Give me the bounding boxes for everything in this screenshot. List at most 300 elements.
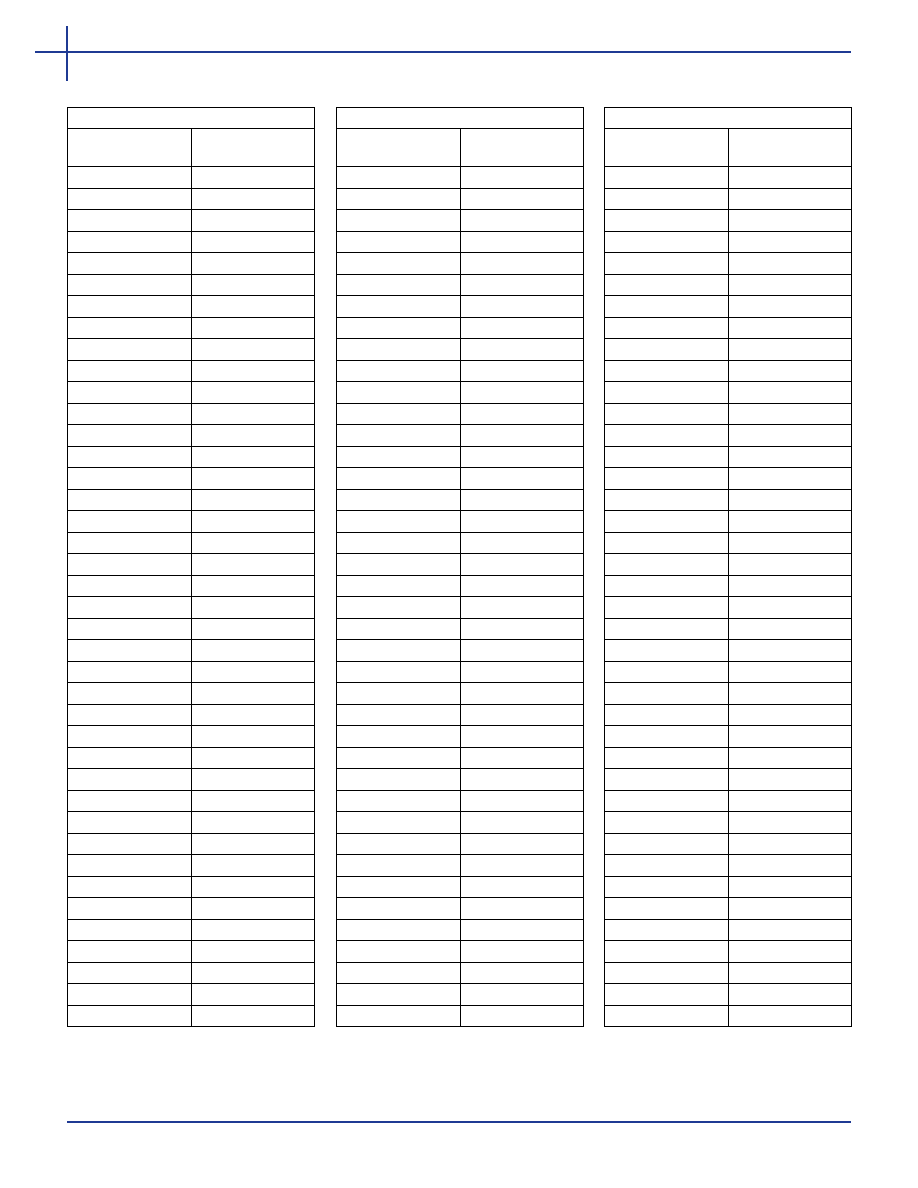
table-cell — [191, 812, 315, 834]
table-cell — [605, 339, 729, 361]
table-cell — [191, 661, 315, 683]
table-cell — [728, 984, 852, 1006]
table-cell — [605, 704, 729, 726]
table-cell — [728, 618, 852, 640]
table-row — [337, 1005, 584, 1027]
table-row — [605, 769, 852, 791]
column-header-2 — [191, 129, 315, 167]
table-cell — [605, 489, 729, 511]
table-row — [68, 661, 315, 683]
table-cell — [728, 962, 852, 984]
table-cell — [191, 253, 315, 275]
table-cell — [728, 876, 852, 898]
table-cell — [460, 468, 584, 490]
table-row — [337, 511, 584, 533]
table-cell — [337, 726, 461, 748]
table-row — [68, 790, 315, 812]
table-cell — [605, 855, 729, 877]
table-row — [605, 188, 852, 210]
table-cell — [191, 532, 315, 554]
table-row — [337, 403, 584, 425]
table-cell — [68, 446, 192, 468]
table-row — [337, 833, 584, 855]
table-cell — [605, 188, 729, 210]
table-cell — [605, 962, 729, 984]
table-cell — [728, 382, 852, 404]
table-row — [337, 231, 584, 253]
table-cell — [191, 919, 315, 941]
table-cell — [337, 597, 461, 619]
table-cell — [337, 188, 461, 210]
table-row — [337, 640, 584, 662]
table-cell — [605, 360, 729, 382]
blank-table-3 — [604, 107, 852, 1027]
table-row — [605, 231, 852, 253]
table-cell — [728, 296, 852, 318]
table-cell — [68, 962, 192, 984]
table-row — [605, 597, 852, 619]
table-row — [68, 167, 315, 189]
table-cell — [605, 511, 729, 533]
table-cell — [337, 532, 461, 554]
table-cell — [337, 511, 461, 533]
table-cell — [337, 898, 461, 920]
table-cell — [460, 747, 584, 769]
table-cell — [68, 704, 192, 726]
column-header-1 — [337, 129, 461, 167]
table-cell — [728, 597, 852, 619]
table-cell — [191, 769, 315, 791]
table-cell — [191, 231, 315, 253]
table-cell — [191, 403, 315, 425]
table-row — [605, 360, 852, 382]
table-cell — [460, 446, 584, 468]
table-cell — [337, 919, 461, 941]
table-cell — [191, 962, 315, 984]
table-row — [68, 855, 315, 877]
table-cell — [68, 683, 192, 705]
table-row — [68, 919, 315, 941]
table-row — [337, 898, 584, 920]
table-row — [68, 317, 315, 339]
table-cell — [605, 446, 729, 468]
table-cell — [68, 554, 192, 576]
table-row — [605, 898, 852, 920]
table-row — [68, 575, 315, 597]
table-cell — [605, 984, 729, 1006]
table-row — [68, 640, 315, 662]
table-row — [605, 468, 852, 490]
table-cell — [728, 188, 852, 210]
table-row — [68, 683, 315, 705]
table-cell — [337, 1005, 461, 1027]
table-row — [68, 554, 315, 576]
table-row — [605, 855, 852, 877]
table-cell — [337, 317, 461, 339]
table-cell — [728, 769, 852, 791]
table-cell — [191, 446, 315, 468]
table-cell — [460, 382, 584, 404]
table-cell — [460, 597, 584, 619]
table-cell — [337, 274, 461, 296]
table-cell — [460, 532, 584, 554]
table-row — [337, 210, 584, 232]
table-cell — [605, 317, 729, 339]
table-row — [605, 274, 852, 296]
table-cell — [460, 726, 584, 748]
table-cell — [337, 489, 461, 511]
table-cell — [68, 640, 192, 662]
table-row — [605, 339, 852, 361]
table-row — [337, 188, 584, 210]
table-cell — [191, 683, 315, 705]
table-cell — [605, 941, 729, 963]
table-cell — [728, 747, 852, 769]
table-cell — [337, 790, 461, 812]
table-row — [605, 812, 852, 834]
table-row — [337, 683, 584, 705]
table-cell — [68, 984, 192, 1006]
table-cell — [68, 898, 192, 920]
table-cell — [68, 382, 192, 404]
table-cell — [460, 253, 584, 275]
table-cell — [728, 575, 852, 597]
table-cell — [68, 597, 192, 619]
table-cell — [605, 274, 729, 296]
table-cell — [605, 425, 729, 447]
table-row — [68, 253, 315, 275]
table-cell — [68, 511, 192, 533]
table-cell — [460, 704, 584, 726]
table-cell — [191, 382, 315, 404]
table-cell — [605, 661, 729, 683]
table-cell — [68, 532, 192, 554]
table-row — [68, 941, 315, 963]
table-cell — [337, 554, 461, 576]
table-cell — [605, 575, 729, 597]
table-cell — [337, 425, 461, 447]
table-row — [337, 876, 584, 898]
table-row — [605, 446, 852, 468]
table-cell — [460, 575, 584, 597]
table-cell — [191, 941, 315, 963]
table-cell — [460, 812, 584, 834]
table-row — [605, 919, 852, 941]
table-cell — [605, 210, 729, 232]
table-cell — [728, 898, 852, 920]
table-row — [605, 382, 852, 404]
table-cell — [191, 747, 315, 769]
table-row — [337, 597, 584, 619]
table-cell — [68, 403, 192, 425]
table-cell — [728, 833, 852, 855]
table-cell — [605, 1005, 729, 1027]
table-cell — [337, 833, 461, 855]
blank-table-1 — [67, 107, 315, 1027]
table-cell — [728, 1005, 852, 1027]
table-cell — [337, 382, 461, 404]
table-row — [337, 167, 584, 189]
table-cell — [728, 661, 852, 683]
table-cell — [605, 747, 729, 769]
table-title — [605, 108, 852, 129]
table-cell — [605, 833, 729, 855]
table-row — [605, 296, 852, 318]
table-cell — [605, 919, 729, 941]
table-cell — [728, 360, 852, 382]
table-row — [68, 704, 315, 726]
table-cell — [460, 876, 584, 898]
table-cell — [460, 790, 584, 812]
table-row — [605, 554, 852, 576]
table-cell — [728, 941, 852, 963]
table-row — [68, 812, 315, 834]
table-cell — [191, 511, 315, 533]
table-row — [605, 984, 852, 1006]
table-row — [337, 984, 584, 1006]
table-row — [337, 769, 584, 791]
table-cell — [460, 661, 584, 683]
table-row — [337, 855, 584, 877]
table-cell — [460, 167, 584, 189]
table-cell — [191, 360, 315, 382]
table-cell — [191, 425, 315, 447]
table-cell — [337, 618, 461, 640]
table-cell — [460, 683, 584, 705]
table-cell — [605, 532, 729, 554]
table-cell — [337, 468, 461, 490]
table-row — [605, 1005, 852, 1027]
table-cell — [728, 274, 852, 296]
table-cell — [728, 919, 852, 941]
table-cell — [728, 167, 852, 189]
table-cell — [460, 554, 584, 576]
table-cell — [728, 790, 852, 812]
table-row — [68, 984, 315, 1006]
table-cell — [337, 575, 461, 597]
table-cell — [337, 683, 461, 705]
table-row — [337, 317, 584, 339]
header-rule — [35, 51, 851, 53]
table-row — [337, 532, 584, 554]
table-cell — [68, 188, 192, 210]
table-cell — [728, 532, 852, 554]
table-cell — [460, 188, 584, 210]
table-cell — [191, 339, 315, 361]
table-row — [68, 210, 315, 232]
table-cell — [191, 790, 315, 812]
table-cell — [191, 489, 315, 511]
table-cell — [605, 618, 729, 640]
table-title — [68, 108, 315, 129]
table-row — [605, 790, 852, 812]
table-cell — [460, 296, 584, 318]
table-cell — [460, 274, 584, 296]
table-row — [605, 489, 852, 511]
table-row — [68, 188, 315, 210]
table-cell — [191, 210, 315, 232]
table-cell — [728, 468, 852, 490]
blank-table-2 — [336, 107, 584, 1027]
column-header-1 — [605, 129, 729, 167]
table-cell — [337, 296, 461, 318]
table-cell — [337, 941, 461, 963]
table-cell — [728, 855, 852, 877]
table-row — [68, 769, 315, 791]
table-cell — [460, 855, 584, 877]
table-cell — [191, 726, 315, 748]
table-row — [337, 382, 584, 404]
column-header-2 — [728, 129, 852, 167]
table-cell — [191, 876, 315, 898]
table-row — [605, 210, 852, 232]
table-row — [68, 296, 315, 318]
table-cell — [605, 790, 729, 812]
table-cell — [337, 747, 461, 769]
table-cell — [460, 511, 584, 533]
table-row — [68, 511, 315, 533]
table-cell — [68, 1005, 192, 1027]
table-cell — [728, 489, 852, 511]
table-cell — [460, 919, 584, 941]
table-cell — [460, 984, 584, 1006]
table-cell — [68, 618, 192, 640]
table-cell — [728, 554, 852, 576]
table-cell — [337, 962, 461, 984]
table-row — [337, 618, 584, 640]
table-row — [605, 747, 852, 769]
table-cell — [460, 898, 584, 920]
table-row — [337, 919, 584, 941]
table-row — [605, 425, 852, 447]
table-cell — [605, 231, 729, 253]
table-row — [337, 296, 584, 318]
table-row — [605, 876, 852, 898]
table-row — [337, 812, 584, 834]
table-cell — [605, 468, 729, 490]
table-cell — [68, 876, 192, 898]
table-cell — [191, 468, 315, 490]
footer-rule — [67, 1121, 851, 1123]
corner-crop-mark — [66, 26, 68, 81]
table-cell — [68, 769, 192, 791]
table-cell — [191, 898, 315, 920]
table-cell — [460, 833, 584, 855]
table-cell — [68, 833, 192, 855]
table-row — [337, 747, 584, 769]
table-row — [68, 1005, 315, 1027]
table-cell — [191, 833, 315, 855]
table-row — [605, 403, 852, 425]
table-cell — [337, 231, 461, 253]
table-cell — [605, 898, 729, 920]
table-cell — [605, 769, 729, 791]
table-cell — [68, 661, 192, 683]
column-header-1 — [68, 129, 192, 167]
table-cell — [605, 167, 729, 189]
table-cell — [68, 317, 192, 339]
table-cell — [605, 640, 729, 662]
table-row — [68, 489, 315, 511]
table-cell — [337, 876, 461, 898]
table-cell — [605, 726, 729, 748]
table-cell — [728, 231, 852, 253]
table-row — [605, 683, 852, 705]
table-cell — [460, 618, 584, 640]
table-cell — [68, 231, 192, 253]
table-row — [68, 382, 315, 404]
table-cell — [191, 597, 315, 619]
table-cell — [460, 360, 584, 382]
table-cell — [460, 317, 584, 339]
table-row — [337, 575, 584, 597]
table-cell — [460, 769, 584, 791]
table-cell — [191, 704, 315, 726]
table-cell — [337, 661, 461, 683]
table-row — [337, 941, 584, 963]
table-cell — [337, 446, 461, 468]
table-cell — [68, 210, 192, 232]
table-row — [68, 468, 315, 490]
table-cell — [191, 554, 315, 576]
table-cell — [68, 274, 192, 296]
table-cell — [68, 468, 192, 490]
table-cell — [460, 941, 584, 963]
table-cell — [460, 640, 584, 662]
table-cell — [728, 812, 852, 834]
table-cell — [337, 984, 461, 1006]
table-row — [337, 468, 584, 490]
table-cell — [337, 167, 461, 189]
table-cell — [337, 704, 461, 726]
table-cell — [460, 1005, 584, 1027]
table-cell — [191, 618, 315, 640]
table-row — [68, 876, 315, 898]
table-cell — [605, 876, 729, 898]
column-header-2 — [460, 129, 584, 167]
table-row — [605, 962, 852, 984]
table-row — [605, 167, 852, 189]
table-cell — [191, 167, 315, 189]
table-cell — [191, 640, 315, 662]
table-row — [605, 618, 852, 640]
table-cell — [728, 704, 852, 726]
table-cell — [68, 941, 192, 963]
table-row — [605, 661, 852, 683]
table-row — [605, 726, 852, 748]
table-cell — [68, 812, 192, 834]
table-cell — [337, 210, 461, 232]
table-cell — [68, 253, 192, 275]
table-cell — [68, 489, 192, 511]
table-cell — [191, 317, 315, 339]
table-row — [605, 640, 852, 662]
table-cell — [337, 855, 461, 877]
table-row — [68, 274, 315, 296]
table-cell — [460, 339, 584, 361]
table-cell — [191, 575, 315, 597]
table-cell — [68, 855, 192, 877]
table-row — [605, 833, 852, 855]
table-cell — [728, 210, 852, 232]
table-cell — [68, 790, 192, 812]
table-cell — [68, 726, 192, 748]
table-cell — [191, 296, 315, 318]
table-cell — [191, 1005, 315, 1027]
table-row — [337, 726, 584, 748]
table-row — [605, 317, 852, 339]
table-row — [68, 231, 315, 253]
